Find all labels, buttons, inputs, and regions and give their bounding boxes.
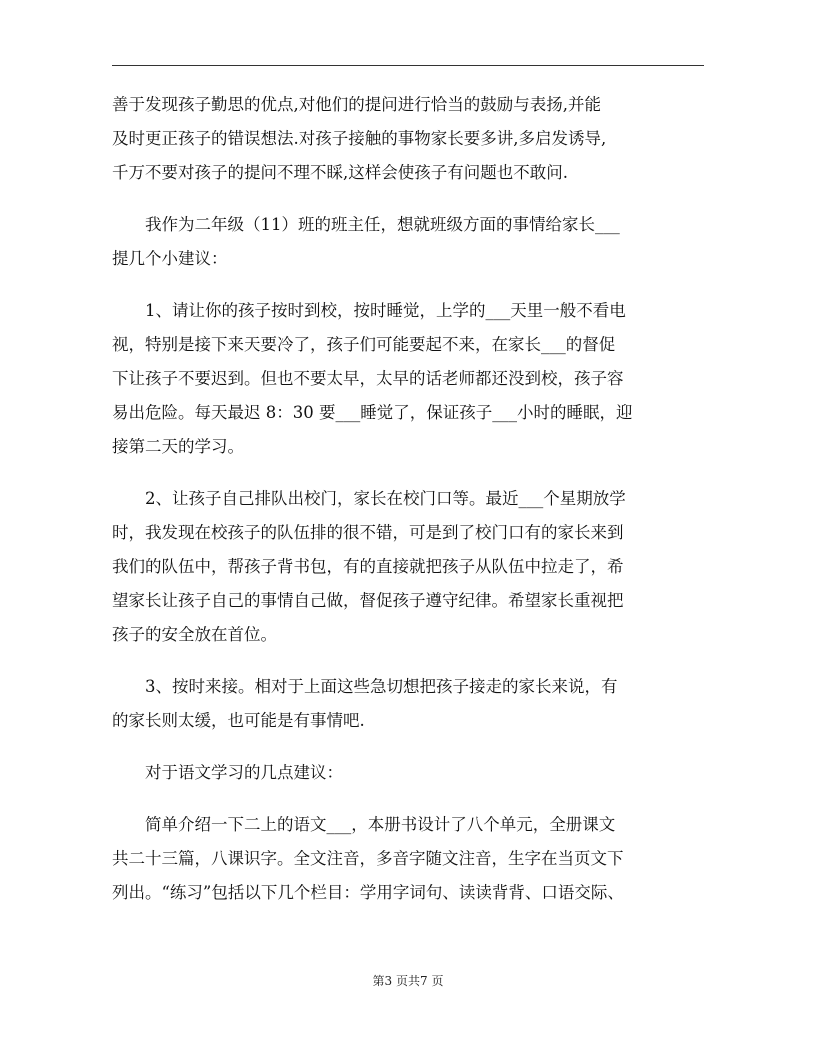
text-line: 视，特别是接下来天要冷了，孩子们可能要起不来，在家长___的督促 <box>112 335 616 354</box>
text-line: 列出。“练习”包括以下几个栏目：学用字词句、读读背背、口语交际、 <box>112 883 624 902</box>
text-line: 提几个小建议： <box>112 249 228 268</box>
text-line: 时，我发现在校孩子的队伍排的很不错，可是到了校门口有的家长来到 <box>112 523 624 542</box>
paragraph-1 <box>112 88 704 190</box>
text-line: 孩子的安全放在首位。 <box>112 625 277 644</box>
text-line: 的家长则太缓，也可能是有事情吧. <box>112 711 365 730</box>
text-line: 接第二天的学习。 <box>112 437 244 456</box>
text-line: 简单介绍一下二上的语文___，本册书设计了八个单元，全册课文 <box>145 815 616 834</box>
text-line: 我们的队伍中，帮孩子背书包，有的直接就把孩子从队伍中拉走了，希 <box>112 557 624 576</box>
text-line: 1、请让你的孩子按时到校，按时睡觉，上学的___天里一般不看电 <box>145 301 626 320</box>
paragraph-4 <box>112 482 704 652</box>
document-body <box>112 88 704 928</box>
text-line: 共二十三篇，八课识字。全文注音，多音字随文注音，生字在当页文下 <box>112 849 624 868</box>
header-rule <box>112 65 704 66</box>
text-line: 对于语文学习的几点建议： <box>145 763 343 782</box>
text-line: 千万不要对孩子的提问不理不睬,这样会使孩子有问题也不敢问. <box>112 163 568 182</box>
text-line: 及时更正孩子的错误想法.对孩子接触的事物家长要多讲,多启发诱导, <box>112 129 607 148</box>
paragraph-2 <box>112 208 704 276</box>
paragraph-3 <box>112 294 704 464</box>
paragraph-7 <box>112 808 704 910</box>
text-line: 善于发现孩子勤思的优点,对他们的提问进行恰当的鼓励与表扬,并能 <box>112 95 601 114</box>
text-line: 3、按时来接。相对于上面这些急切想把孩子接走的家长来说，有 <box>145 677 618 696</box>
paragraph-5 <box>112 670 704 738</box>
text-line: 我作为二年级（11）班的班主任，想就班级方面的事情给家长___ <box>145 215 620 234</box>
text-line: 下让孩子不要迟到。但也不要太早，太早的话老师都还没到校，孩子容 <box>112 369 624 388</box>
text-line: 易出危险。每天最迟 8：30 要___睡觉了，保证孩子___小时的睡眠，迎 <box>112 403 633 422</box>
page-number: 第3 页共7 页 <box>372 974 444 988</box>
text-line: 2、让孩子自己排队出校门，家长在校门口等。最近___个星期放学 <box>145 489 626 508</box>
text-line: 望家长让孩子自己的事情自己做，督促孩子遵守纪律。希望家长重视把 <box>112 591 624 610</box>
paragraph-6 <box>112 756 704 790</box>
